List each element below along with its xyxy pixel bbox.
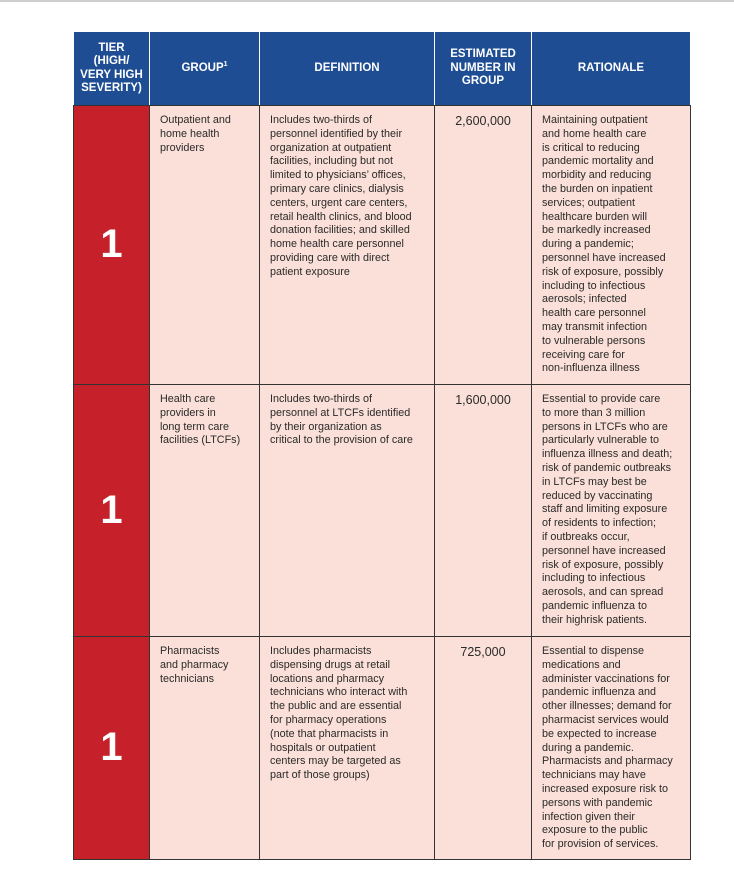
column-header-group <box>150 32 260 106</box>
vaccine-priority-table <box>73 31 691 860</box>
top-divider <box>0 0 734 2</box>
column-header-rationale: RATIONALE <box>532 32 691 106</box>
rationale-cell: Maintaining outpatient and home health care is critical to reducing pandemic mortality and morbidity and reducing the burden on inpatient services; outpatient healthcare burden will be markedly increased during a pandemic; personnel have increased risk of exposure, possibly including to infectious aerosols; infected health care personnel may transmit infection to vulnerable persons receiving care for non-influenza illness <box>532 106 691 385</box>
estimated-number-cell: 2,600,000 <box>435 106 532 385</box>
column-header-estimated-number: ESTIMATED NUMBER IN GROUP <box>435 32 532 106</box>
definition-cell: Includes two-thirds of personnel identified by their organization at outpatient facilities, including but not limited to physicians’ offices, primary care clinics, dialysis centers, urgent care centers, retail health clinics, and blood donation facilities; and skilled home health care personnel providing care with direct patient exposure <box>260 106 435 385</box>
estimated-number-cell: 725,000 <box>435 637 532 860</box>
tier-cell: 1 <box>74 106 150 385</box>
group-header-label: GROUP <box>181 61 224 74</box>
group-cell: Health care providers in long term care facilities (LTCFs) <box>150 385 260 637</box>
column-header-definition: DEFINITION <box>260 32 435 106</box>
column-header-tier: TIER (HIGH/ VERY HIGH SEVERITY) <box>74 32 150 106</box>
tier-cell: 1 <box>74 385 150 637</box>
definition-cell: Includes pharmacists dispensing drugs at retail locations and pharmacy technicians who interact with the public and are essential for pharmacy operations (note that pharmacists in hospitals or outpatient centers may be targeted as part of those groups) <box>260 637 435 860</box>
footnote-marker: 1 <box>223 60 228 68</box>
group-cell: Outpatient and home health providers <box>150 106 260 385</box>
rationale-cell: Essential to provide care to more than 3 million persons in LTCFs who are particularly vulnerable to influenza illness and death; risk of pandemic outbreaks in LTCFs may best be reduced by vaccinating staff and limiting exposure of residents to infection; if outbreaks occur, personnel have increased risk of exposure, possibly including to infectious aerosols, and can spread pandemic influenza to their highrisk patients. <box>532 385 691 637</box>
table-row <box>74 385 691 637</box>
table-header-row <box>74 32 691 106</box>
group-cell: Pharmacists and pharmacy technicians <box>150 637 260 860</box>
estimated-number-cell: 1,600,000 <box>435 385 532 637</box>
rationale-cell: Essential to dispense medications and administer vaccinations for pandemic influenza and other illnesses; demand for pharmacist services would be expected to increase during a pandemic. Pharmacists and pharmacy technicians may have increased exposure risk to persons with pandemic infection given their exposure to the public for provision of services. <box>532 637 691 860</box>
tier-cell: 1 <box>74 637 150 860</box>
definition-cell: Includes two-thirds of personnel at LTCFs identified by their organization as critical to the provision of care <box>260 385 435 637</box>
table-row <box>74 637 691 860</box>
table-row <box>74 106 691 385</box>
